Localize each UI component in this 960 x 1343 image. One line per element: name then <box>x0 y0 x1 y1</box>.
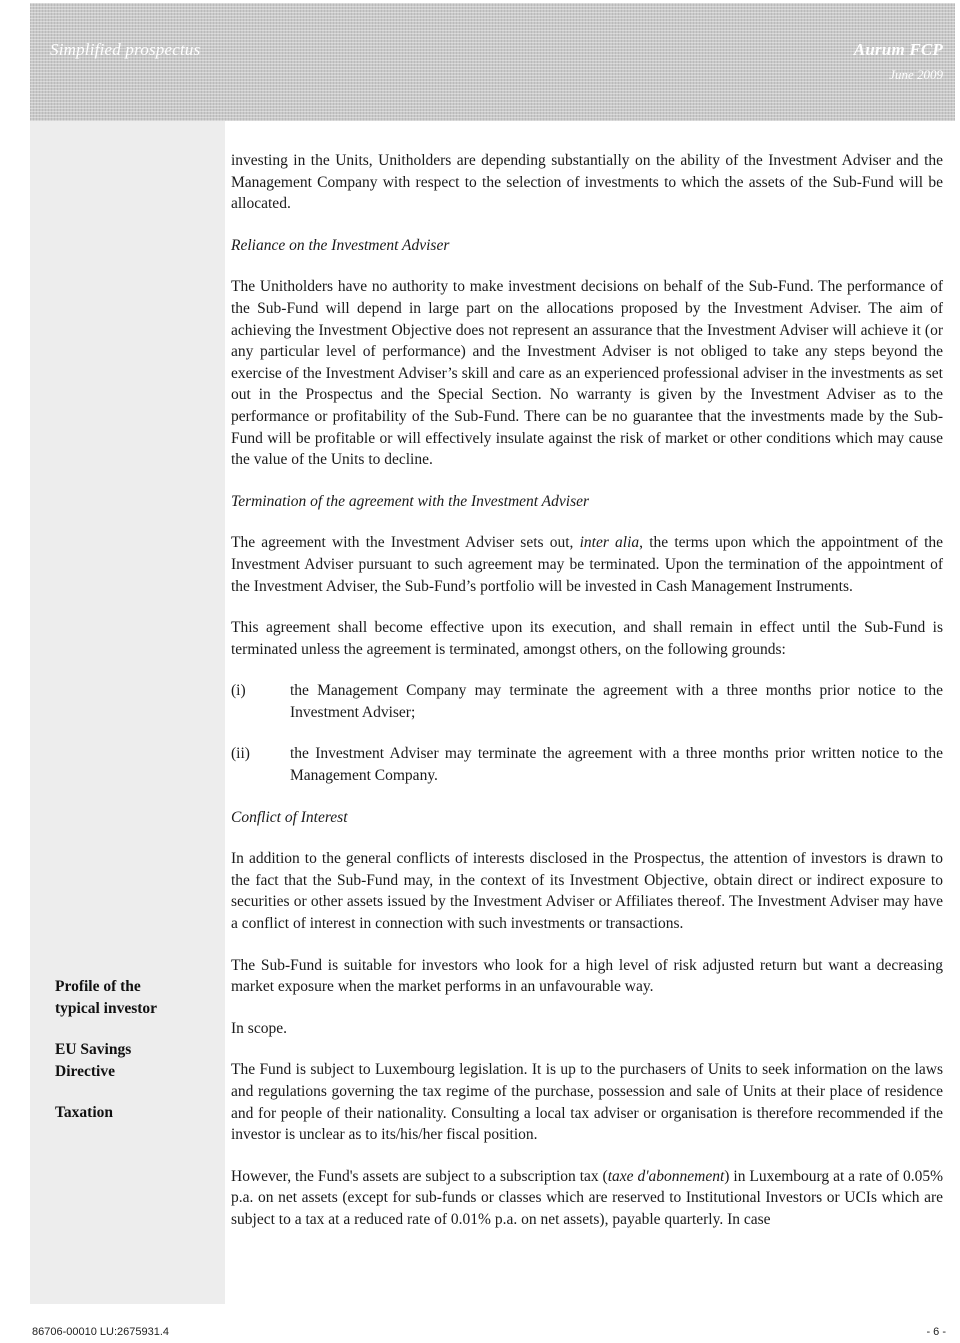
document-date: June 2009 <box>889 67 943 82</box>
sidebar-label-line: EU Savings <box>55 1041 132 1058</box>
list-item <box>231 680 943 723</box>
main-content <box>231 150 943 1231</box>
sidebar-label-line: typical investor <box>55 999 158 1017</box>
text-run: , the terms upon which the appointment of the Investment Adviser pursuant to such agreement may be terminated. Upon the termination of the appointment of the Investment Adviser, the Sub-Fund’s portfolio will be invested in Cash Management Instruments. <box>231 534 944 595</box>
paragraph-profile: The Sub-Fund is suitable for investors who look for a high level of risk adjusted return but want a decreasing market exposure when the market performs in an unfavourable way. <box>231 956 943 996</box>
section-heading-termination: Termination of the agreement with the Investment Adviser <box>231 492 590 510</box>
document-title: Simplified prospectus <box>50 40 201 59</box>
text-run: ) in Luxembourg at a rate of 0.05% p.a. on net assets (except for sub-funds or classes which are reserved to Institutional Investors or UCIs which are subject to a tax at a reduced rate of 0.01% p.a. on net assets), payable quarterly. In case <box>231 1167 944 1228</box>
list-number: (ii) <box>231 745 250 763</box>
paragraph: In addition to the general conflicts of interests disclosed in the Prospectus, the attention of investors is drawn to the fact that the Sub-Fund may, in the context of its Investment Objective, obtain direct or indirect exposure to securities or other assets issued by the Investment Adviser or Affiliates thereof. The Investment Adviser may have a conflict of interest in connection with such investments or transactions. <box>231 850 943 933</box>
sidebar-label-line: Profile of the <box>55 978 141 995</box>
list-item <box>231 743 943 786</box>
paragraph-eu-savings: In scope. <box>231 1019 287 1037</box>
text-run: The agreement with the Investment Adviser sets out, <box>231 534 580 552</box>
sidebar-label-line: Taxation <box>55 1104 114 1121</box>
footer-doc-ref: 86706-00010 LU:2675931.4 <box>32 1326 170 1338</box>
list-number: (i) <box>231 682 246 700</box>
italic-text: taxe d'abonnement <box>607 1167 725 1185</box>
list-text: the Investment Adviser may terminate the agreement with a three months prior written notice to the Management Company. <box>290 745 943 785</box>
section-heading-reliance: Reliance on the Investment Adviser <box>231 236 450 254</box>
paragraph: This agreement shall become effective upon its execution, and shall remain in effect until the Sub-Fund is terminated unless the agreement is terminated, amongst others, on the following grounds: <box>231 619 943 658</box>
footer-page-number: - 6 - <box>926 1326 946 1338</box>
paragraph: The Unitholders have no authority to make investment decisions on behalf of the Sub-Fund. The performance of the Sub-Fund will depend in large part on the allocations proposed by the Investment Adviser. The aim of achieving the Investment Objective does not represent an assurance that the Investment Adviser will achieve it (or any particular level of performance) and the Investment Adviser is not obliged to take any steps beyond the exercise of the Investment Adviser’s skill and care as an experienced professional adviser in the investments as set out in the Prospectus and the Special Section. No warranty is given by the Investment Adviser as to the performance or profitability of the Sub-Fund. There can be no guarantee that the investments made by the Sub-Fund will be profitable or will effectively insulate against the risk of market or other conditions which may cause the value of the Units to decline. <box>231 278 943 469</box>
sidebar-label-taxation <box>55 1102 113 1124</box>
paragraph-taxation: The Fund is subject to Luxembourg legislation. It is up to the purchasers of Units to seek information on the laws and regulations governing the tax regime of the purchase, possession and sale of Units at their place of residence and for people of their nationality. Consulting a local tax adviser or organisation is therefore recommended if the investor is unclear as to its/his/her fiscal position. <box>231 1061 943 1144</box>
text-run: However, the Fund's assets are subject to a subscription tax ( <box>231 1167 608 1185</box>
sidebar-label-profile <box>55 976 157 1019</box>
paragraph-taxation <box>231 1166 943 1231</box>
section-heading-conflict: Conflict of Interest <box>231 808 348 826</box>
sidebar-column <box>30 121 225 1304</box>
paragraph: investing in the Units, Unitholders are depending substantially on the ability of the Investment Adviser and the Management Company with respect to the selection of investments to which the assets of the Sub-Fund will be allocated. <box>231 152 943 213</box>
paragraph <box>231 532 943 597</box>
fund-name: Aurum FCP <box>853 40 943 59</box>
page-header <box>30 3 955 121</box>
sidebar-label-line: Directive <box>55 1062 115 1080</box>
list-text: the Management Company may terminate the agreement with a three months prior notice to the Investment Adviser; <box>290 682 943 721</box>
sidebar-label-eu-savings <box>55 1039 131 1082</box>
italic-text: inter alia <box>579 534 640 552</box>
